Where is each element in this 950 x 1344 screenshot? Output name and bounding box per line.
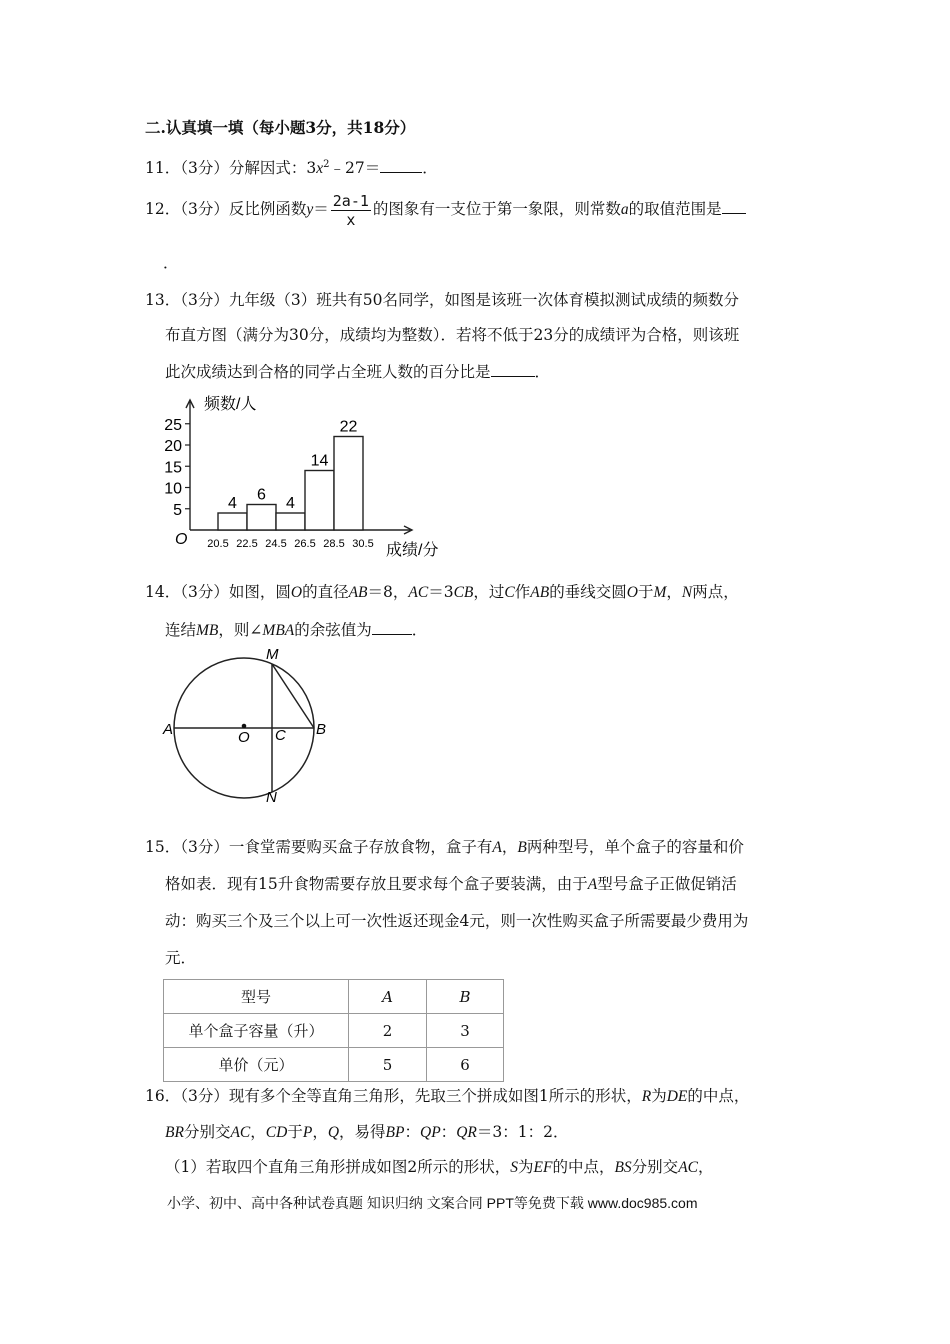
q13-line3 — [165, 361, 550, 382]
q14-var-c: C — [504, 584, 515, 601]
q11-var: x — [316, 160, 324, 178]
y-tick-label: 15 — [164, 459, 182, 477]
histogram-bar — [276, 513, 305, 530]
q12-text: 反比例函数 — [228, 200, 307, 218]
q12-end: ． — [163, 254, 179, 272]
q16-text-b: 为 — [651, 1087, 667, 1105]
q16-colon: ： — [404, 1123, 420, 1141]
q14-line2 — [165, 619, 427, 641]
q15-var-b: B — [517, 839, 527, 856]
q14-var-ab-2: AB — [530, 584, 550, 601]
q14-var-mba: MBA — [262, 622, 295, 639]
q14-text-e: ，过 — [473, 583, 505, 601]
q14-comma: ， — [666, 583, 682, 601]
q16-var-q: Q — [327, 1124, 340, 1141]
q12-eq: ＝ — [313, 200, 329, 218]
chart-bars — [218, 437, 363, 531]
q16-line2 — [165, 1122, 568, 1143]
q16-text-l2c: ，易得 — [339, 1123, 386, 1141]
y-tick-label: 10 — [164, 480, 182, 498]
x-tick-label: 22.5 — [236, 538, 258, 550]
table-cell: 单个盒子容量（升） — [164, 1014, 349, 1048]
q15-line4: 元． — [165, 949, 197, 967]
y-tick-label: 25 — [164, 416, 182, 434]
q14-text-l2b: ，则∠ — [218, 621, 263, 639]
x-tick-label: 24.5 — [265, 538, 287, 550]
q16-var-de: DE — [666, 1088, 688, 1105]
q15-line3: 动：购买三个及三个以上可一次性返还现金4元，则一次性购买盒子所需要最少费用为 — [165, 912, 749, 930]
bar-value-label: 22 — [339, 418, 358, 436]
q12-frac-num: 2a-1 — [332, 191, 369, 210]
q12-answer-blank[interactable] — [722, 198, 746, 214]
table-row — [164, 1048, 504, 1082]
footer-text: 小学、初中、高中各种试卷真题 知识归纳 文案合同 PPT等免费下载 www.doc985.com — [167, 1195, 698, 1211]
q14-var-mb: MB — [196, 622, 219, 639]
q12-number: 12． — [145, 200, 181, 218]
histogram-chart — [150, 388, 460, 560]
q14-text-i: 两点， — [692, 583, 739, 601]
price-table — [163, 979, 504, 1082]
q16-var-cd: CD — [265, 1124, 288, 1141]
y-axis-label: 频数/人 — [204, 396, 257, 413]
x-tick-label: 28.5 — [323, 538, 345, 550]
q13-end: ． — [534, 363, 551, 381]
q14-text-b: 的直径 — [302, 583, 349, 601]
q11-text-post: ﹣27＝ — [329, 159, 381, 178]
table-header-row — [164, 980, 504, 1014]
q16-var-p: P — [302, 1124, 313, 1141]
q14-var-ac: AC — [408, 584, 429, 601]
y-tick-label: 20 — [164, 438, 182, 455]
q14-text-a: 如图，圆 — [228, 583, 291, 601]
q16-var-qr: QR — [456, 1124, 477, 1141]
q16-text-l3d: 分别交 — [631, 1158, 679, 1176]
question-12 — [145, 188, 746, 231]
q16-var-bp: BP — [385, 1124, 405, 1141]
y-tick-label: 5 — [173, 501, 182, 519]
table-header-b: B — [427, 980, 504, 1014]
q16-var-r: R — [641, 1088, 652, 1105]
q16-line3 — [165, 1157, 714, 1178]
table-cell: 2 — [349, 1014, 427, 1048]
label-o: O — [238, 729, 250, 746]
q16-var-bs: BS — [614, 1159, 632, 1176]
q13-answer-blank[interactable] — [491, 361, 535, 377]
q16-text-l3b: 为 — [517, 1158, 534, 1176]
q15-var-a-2: A — [587, 876, 598, 893]
q14-var-o: O — [290, 584, 303, 601]
q13-line2: 布直方图（满分为30分，成绩均为整数）．若将不低于23分的成绩评为合格，则该班 — [165, 326, 740, 344]
q14-text-d: ＝3 — [428, 583, 454, 601]
q16-text-l3e: ， — [698, 1158, 714, 1176]
q14-var-ab: AB — [348, 584, 368, 601]
label-m: M — [266, 646, 279, 663]
q11-end: ． — [422, 159, 438, 178]
x-tick-label: 26.5 — [294, 538, 316, 550]
question-13 — [145, 290, 739, 310]
q11-answer-blank[interactable] — [380, 157, 422, 173]
table-cell: 3 — [427, 1014, 504, 1048]
q12-text-mid: 的图象有一支位于第一象限，则常数 — [372, 200, 621, 218]
x-tick-label: 30.5 — [352, 538, 374, 550]
q16-var-ac: AC — [230, 1124, 251, 1141]
q14-var-n: N — [681, 584, 693, 601]
q12-var-a: a — [620, 201, 629, 218]
q16-number: 16． — [145, 1087, 181, 1105]
q13-line3-text: 此次成绩达到合格的同学占全班人数的百分比是 — [165, 363, 491, 381]
q16-var-s: S — [510, 1159, 518, 1176]
question-14 — [145, 582, 739, 603]
q12-points: （3分） — [180, 200, 229, 218]
q14-var-cb: CB — [453, 584, 474, 601]
bar-value-label: 4 — [228, 495, 237, 512]
q11-sup: 2 — [323, 159, 330, 170]
label-n: N — [266, 789, 277, 806]
chart-labels — [164, 395, 438, 559]
bar-value-label: 6 — [257, 486, 266, 504]
label-c: C — [275, 727, 286, 744]
q16-text-c: 的中点， — [687, 1087, 750, 1105]
q15-line2 — [165, 874, 737, 895]
q15-text-b: 两种型号，单个盒子的容量和价 — [526, 838, 744, 856]
q16-text-l2a: 分别交 — [183, 1123, 231, 1141]
table-cell: 单价（元） — [164, 1048, 349, 1082]
segment-mb — [272, 664, 314, 728]
histogram-bar — [305, 471, 334, 531]
q11-points: （3分） — [180, 159, 229, 178]
table-cell: 5 — [349, 1048, 427, 1082]
origin-label: O — [175, 531, 188, 548]
histogram-bar — [247, 505, 276, 531]
q14-points: （3分） — [180, 583, 229, 601]
q16-text-a: 现有多个全等直角三角形，先取三个拼成如图1所示的形状， — [228, 1087, 642, 1105]
q16-colon-2: ： — [440, 1123, 457, 1141]
q16-points: （3分） — [180, 1087, 229, 1105]
q14-answer-blank[interactable] — [372, 619, 412, 635]
q14-end: ． — [411, 621, 428, 639]
q13-line1: 九年级（3）班共有50名同学，如图是该班一次体育模拟测试成绩的频数分 — [228, 291, 739, 309]
q16-var-ef: EF — [533, 1159, 553, 1176]
q12-fraction — [331, 192, 371, 229]
question-15 — [145, 837, 744, 858]
q12-frac-den: x — [346, 210, 356, 229]
q16-text-l3a: （1）若取四个直角三角形拼成如图2所示的形状， — [165, 1158, 511, 1176]
table-header-a: A — [349, 980, 427, 1014]
q14-text-f: 作 — [514, 583, 531, 601]
question-16 — [145, 1086, 749, 1107]
circle-diagram — [160, 640, 340, 810]
section-title: 二.认真填一填（每小题3分，共18分） — [145, 118, 416, 137]
q15-text-l2b: 型号盒子正做促销活 — [597, 875, 737, 893]
q14-text-l2c: 的余弦值为 — [294, 621, 372, 639]
q16-ratio: ＝3：1：2． — [476, 1123, 569, 1141]
q13-number: 13． — [145, 291, 181, 309]
q16-var-qp: QP — [420, 1124, 441, 1141]
question-11 — [145, 155, 438, 179]
q14-text-g: 的垂线交圆 — [549, 583, 627, 601]
q16-text-l3c: 的中点， — [552, 1158, 615, 1176]
table-cell: 6 — [427, 1048, 504, 1082]
q14-text-c: ＝8， — [367, 583, 409, 601]
bar-value-label: 4 — [286, 495, 295, 512]
histogram-bar — [218, 513, 247, 530]
q12-text-post: 的取值范围是 — [628, 200, 722, 218]
q14-var-o-2: O — [626, 584, 638, 601]
q15-points: （3分） — [180, 838, 229, 856]
q14-number: 14． — [145, 583, 181, 601]
bar-value-label: 14 — [310, 452, 329, 470]
q15-text-a: 一食堂需要购买盒子存放食物，盒子有 — [228, 838, 493, 856]
label-a: A — [163, 721, 174, 738]
q14-var-m: M — [653, 584, 667, 601]
q15-number: 15． — [145, 838, 181, 856]
q11-number: 11． — [145, 159, 181, 178]
q14-text-l2a: 连结 — [165, 621, 197, 639]
q14-text-h: 于 — [637, 583, 654, 601]
x-tick-label: 20.5 — [207, 538, 229, 550]
q12-var-y: y — [306, 201, 314, 218]
table-row — [164, 1014, 504, 1048]
table-header-type: 型号 — [164, 980, 349, 1014]
q15-sep: ， — [501, 838, 518, 856]
center-point — [242, 724, 247, 729]
q15-text-l2a: 格如表．现有15升食物需要存放且要求每个盒子要装满，由于 — [165, 875, 588, 893]
q16-comma: ， — [250, 1123, 266, 1141]
q15-var-a: A — [492, 839, 502, 856]
q11-text: 分解因式：3 — [228, 159, 317, 178]
q16-comma-2: ， — [312, 1123, 328, 1141]
q16-var-br: BR — [165, 1124, 184, 1141]
x-axis-label: 成绩/分 — [386, 542, 439, 559]
q16-text-l2b: 于 — [287, 1123, 303, 1141]
q16-var-ac-2: AC — [678, 1159, 698, 1176]
q13-points: （3分） — [180, 291, 229, 309]
histogram-bar — [334, 437, 363, 531]
label-b: B — [316, 721, 327, 738]
